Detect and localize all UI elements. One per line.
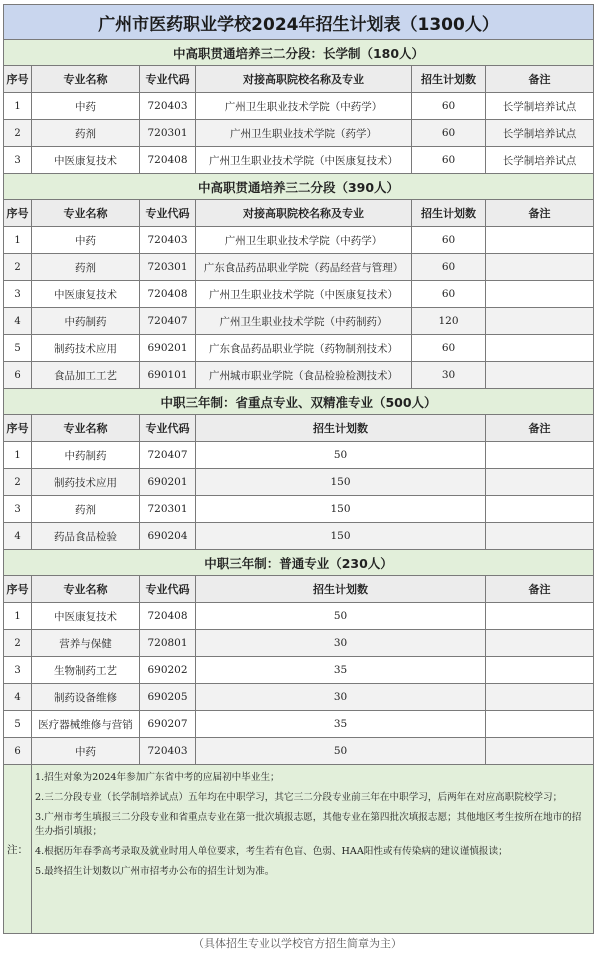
header-major-code: 专业代码 — [140, 66, 196, 93]
cell-remark — [486, 657, 594, 684]
cell-major-name: 制药技术应用 — [32, 469, 140, 496]
cell-major-name: 制药技术应用 — [32, 335, 140, 362]
note-item: 3.广州市考生填报三二分段专业和省重点专业在第一批次填报志愿，其他专业在第四批次填报志愿；其他地区考生按所在地市的招生办指引填报； — [35, 812, 582, 837]
cell-major-code: 690207 — [140, 711, 196, 738]
header-partner-college: 对接高职院校名称及专业 — [196, 66, 412, 93]
cell-major-code: 690204 — [140, 523, 196, 550]
cell-major-code: 690101 — [140, 362, 196, 389]
cell-remark: 长学制培养试点 — [486, 120, 594, 147]
cell-remark — [486, 254, 594, 281]
cell-remark — [486, 442, 594, 469]
cell-major-name: 食品加工工艺 — [32, 362, 140, 389]
section-title-row — [4, 389, 594, 415]
column-header-row — [4, 576, 594, 603]
enrollment-plan-sheet — [3, 4, 593, 934]
table-title-row — [4, 5, 594, 40]
cell-seq: 1 — [4, 93, 32, 120]
cell-major-name: 药剂 — [32, 120, 140, 147]
header-plan-count: 招生计划数 — [412, 66, 486, 93]
cell-plan-count: 50 — [196, 442, 486, 469]
cell-major-code: 720408 — [140, 281, 196, 308]
section-title: 中职三年制：普通专业（230人） — [4, 550, 594, 576]
column-header-row — [4, 415, 594, 442]
header-major-code: 专业代码 — [140, 200, 196, 227]
cell-remark — [486, 362, 594, 389]
column-header-row — [4, 200, 594, 227]
cell-major-name: 生物制药工艺 — [32, 657, 140, 684]
cell-seq: 2 — [4, 254, 32, 281]
cell-plan-count: 30 — [196, 684, 486, 711]
cell-major-code: 720301 — [140, 254, 196, 281]
cell-major-code: 690201 — [140, 335, 196, 362]
header-seq: 序号 — [4, 576, 32, 603]
cell-major-name: 药剂 — [32, 254, 140, 281]
header-seq: 序号 — [4, 200, 32, 227]
header-major-name: 专业名称 — [32, 200, 140, 227]
cell-plan-count: 60 — [412, 254, 486, 281]
cell-seq: 2 — [4, 469, 32, 496]
cell-remark — [486, 496, 594, 523]
table-row — [4, 630, 594, 657]
cell-major-code: 720403 — [140, 227, 196, 254]
cell-remark — [486, 684, 594, 711]
header-remark: 备注 — [486, 415, 594, 442]
table-row — [4, 442, 594, 469]
cell-seq: 3 — [4, 657, 32, 684]
header-plan-count: 招生计划数 — [412, 200, 486, 227]
cell-major-code: 720408 — [140, 603, 196, 630]
cell-major-code: 720403 — [140, 738, 196, 765]
cell-plan-count: 60 — [412, 281, 486, 308]
cell-major-name: 药品食品检验 — [32, 523, 140, 550]
cell-remark — [486, 227, 594, 254]
section-title-row — [4, 174, 594, 200]
cell-remark — [486, 281, 594, 308]
cell-plan-count: 150 — [196, 523, 486, 550]
cell-partner-college: 广州卫生职业技术学院（中药学） — [196, 93, 412, 120]
cell-major-code: 720301 — [140, 496, 196, 523]
notes-label: 注： — [4, 765, 32, 934]
enrollment-plan-table — [3, 4, 594, 934]
cell-major-name: 中药 — [32, 738, 140, 765]
cell-major-name: 医疗器械维修与营销 — [32, 711, 140, 738]
section-title: 中高职贯通培养三二分段：长学制（180人） — [4, 40, 594, 66]
cell-major-name: 营养与保健 — [32, 630, 140, 657]
table-row — [4, 120, 594, 147]
cell-seq: 3 — [4, 496, 32, 523]
section-title-row — [4, 550, 594, 576]
cell-plan-count: 50 — [196, 603, 486, 630]
cell-remark — [486, 738, 594, 765]
cell-partner-college: 广州城市职业学院（食品检验检测技术） — [196, 362, 412, 389]
table-row — [4, 684, 594, 711]
header-plan-count: 招生计划数 — [196, 576, 486, 603]
table-title: 广州市医药职业学校2024年招生计划表（1300人） — [4, 5, 594, 40]
cell-partner-college: 广东食品药品职业学院（药品经营与管理） — [196, 254, 412, 281]
header-major-name: 专业名称 — [32, 415, 140, 442]
cell-partner-college: 广州卫生职业技术学院（中医康复技术） — [196, 147, 412, 174]
cell-plan-count: 35 — [196, 711, 486, 738]
cell-major-code: 690202 — [140, 657, 196, 684]
cell-major-name: 中医康复技术 — [32, 147, 140, 174]
cell-major-name: 中医康复技术 — [32, 603, 140, 630]
table-row — [4, 93, 594, 120]
header-seq: 序号 — [4, 66, 32, 93]
note-item: 4.根据历年春季高考录取及就业时用人单位要求，考生若有色盲、色弱、HAA阳性或有传染病的建议谨慎报读； — [35, 846, 508, 857]
cell-remark: 长学制培养试点 — [486, 147, 594, 174]
cell-seq: 1 — [4, 442, 32, 469]
cell-major-code: 690205 — [140, 684, 196, 711]
table-row — [4, 335, 594, 362]
note-item: 5.最终招生计划数以广州市招考办公布的招生计划为准。 — [35, 866, 275, 877]
table-row — [4, 603, 594, 630]
cell-major-name: 制药设备维修 — [32, 684, 140, 711]
note-item: 1.招生对象为2024年参加广东省中考的应届初中毕业生； — [35, 772, 280, 783]
cell-plan-count: 150 — [196, 469, 486, 496]
cell-major-code: 720301 — [140, 120, 196, 147]
cell-remark — [486, 603, 594, 630]
section-title-row — [4, 40, 594, 66]
cell-major-name: 中药制药 — [32, 308, 140, 335]
cell-plan-count: 30 — [196, 630, 486, 657]
cell-partner-college: 广东食品药品职业学院（药物制剂技术） — [196, 335, 412, 362]
cell-partner-college: 广州卫生职业技术学院（药学） — [196, 120, 412, 147]
cell-plan-count: 60 — [412, 147, 486, 174]
cell-major-code: 720407 — [140, 442, 196, 469]
cell-plan-count: 60 — [412, 120, 486, 147]
table-row — [4, 657, 594, 684]
cell-seq: 3 — [4, 281, 32, 308]
cell-seq: 6 — [4, 738, 32, 765]
cell-major-code: 720408 — [140, 147, 196, 174]
table-row — [4, 523, 594, 550]
cell-plan-count: 30 — [412, 362, 486, 389]
table-row — [4, 711, 594, 738]
header-remark: 备注 — [486, 66, 594, 93]
cell-major-name: 中医康复技术 — [32, 281, 140, 308]
cell-plan-count: 150 — [196, 496, 486, 523]
cell-major-code: 720407 — [140, 308, 196, 335]
cell-major-code: 720403 — [140, 93, 196, 120]
header-seq: 序号 — [4, 415, 32, 442]
cell-remark — [486, 335, 594, 362]
header-plan-count: 招生计划数 — [196, 415, 486, 442]
cell-seq: 1 — [4, 227, 32, 254]
section-title: 中高职贯通培养三二分段（390人） — [4, 174, 594, 200]
table-row — [4, 308, 594, 335]
column-header-row — [4, 66, 594, 93]
cell-major-name: 中药制药 — [32, 442, 140, 469]
cell-seq: 2 — [4, 630, 32, 657]
header-major-code: 专业代码 — [140, 415, 196, 442]
note-item: 2.三二分段专业（长学制培养试点）五年均在中职学习，其它三二分段专业前三年在中职学习，后两年在对应高职院校学习； — [35, 792, 563, 803]
table-row — [4, 362, 594, 389]
table-row — [4, 281, 594, 308]
cell-partner-college: 广州卫生职业技术学院（中医康复技术） — [196, 281, 412, 308]
cell-seq: 5 — [4, 335, 32, 362]
cell-plan-count: 60 — [412, 335, 486, 362]
cell-seq: 3 — [4, 147, 32, 174]
header-major-name: 专业名称 — [32, 66, 140, 93]
cell-remark — [486, 711, 594, 738]
cell-plan-count: 35 — [196, 657, 486, 684]
cell-remark — [486, 523, 594, 550]
cell-seq: 4 — [4, 308, 32, 335]
cell-major-name: 药剂 — [32, 496, 140, 523]
table-row — [4, 227, 594, 254]
cell-remark: 长学制培养试点 — [486, 93, 594, 120]
cell-plan-count: 50 — [196, 738, 486, 765]
cell-seq: 4 — [4, 523, 32, 550]
footer-note: （具体招生专业以学校官方招生简章为主） — [193, 937, 402, 950]
table-row — [4, 496, 594, 523]
header-partner-college: 对接高职院校名称及专业 — [196, 200, 412, 227]
table-row — [4, 738, 594, 765]
cell-partner-college: 广州卫生职业技术学院（中药学） — [196, 227, 412, 254]
notes-row — [4, 765, 594, 934]
cell-major-name: 中药 — [32, 227, 140, 254]
table-row — [4, 147, 594, 174]
header-remark: 备注 — [486, 200, 594, 227]
cell-major-code: 690201 — [140, 469, 196, 496]
cell-seq: 2 — [4, 120, 32, 147]
cell-partner-college: 广州卫生职业技术学院（中药制药） — [196, 308, 412, 335]
cell-remark — [486, 308, 594, 335]
cell-remark — [486, 630, 594, 657]
cell-seq: 5 — [4, 711, 32, 738]
cell-seq: 1 — [4, 603, 32, 630]
header-major-name: 专业名称 — [32, 576, 140, 603]
header-remark: 备注 — [486, 576, 594, 603]
notes-body — [32, 765, 594, 934]
table-row — [4, 469, 594, 496]
cell-plan-count: 60 — [412, 93, 486, 120]
table-row — [4, 254, 594, 281]
cell-major-name: 中药 — [32, 93, 140, 120]
cell-seq: 6 — [4, 362, 32, 389]
cell-remark — [486, 469, 594, 496]
cell-seq: 4 — [4, 684, 32, 711]
cell-plan-count: 120 — [412, 308, 486, 335]
section-title: 中职三年制：省重点专业、双精准专业（500人） — [4, 389, 594, 415]
header-major-code: 专业代码 — [140, 576, 196, 603]
cell-plan-count: 60 — [412, 227, 486, 254]
cell-major-code: 720801 — [140, 630, 196, 657]
